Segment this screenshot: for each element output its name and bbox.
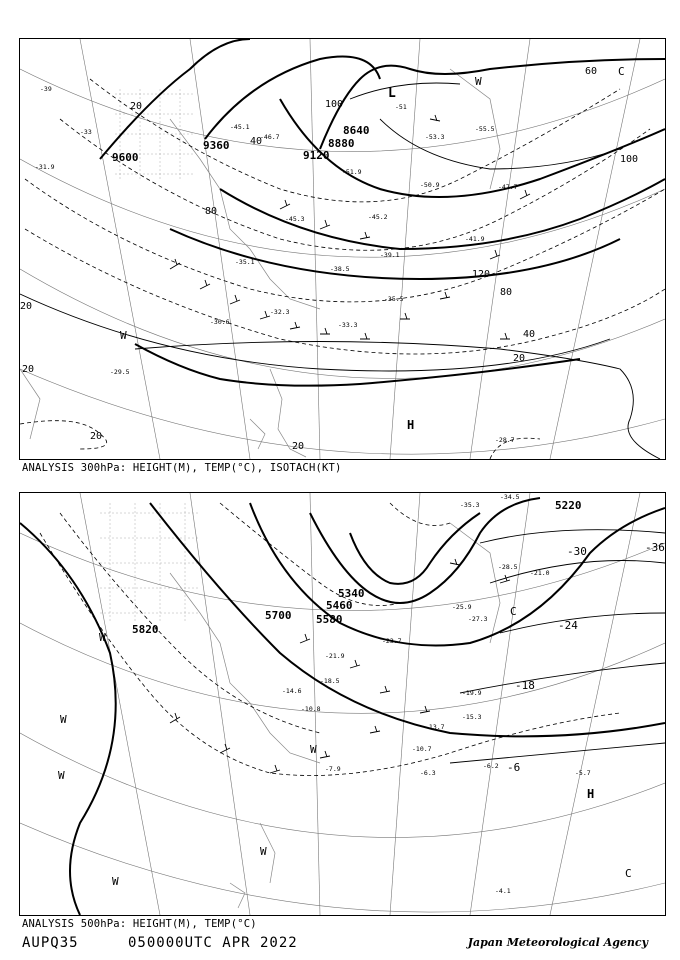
center-high: H xyxy=(587,787,595,801)
isotach-label: 40 xyxy=(250,136,263,147)
map-500hpa-canvas xyxy=(20,493,665,915)
isotach-label: 60 xyxy=(585,66,598,77)
temp-plot: -39 xyxy=(40,85,52,93)
grid-hatch xyxy=(100,503,200,623)
isotherm-label: -18 xyxy=(515,679,535,692)
center-high: H xyxy=(407,418,415,432)
grid-hatch xyxy=(115,89,195,179)
temp-plot: -6.2 xyxy=(483,762,499,770)
temp-plot: -27.3 xyxy=(468,615,488,623)
isotach-label: 80 xyxy=(205,206,218,217)
isotherm-label: -30 xyxy=(567,545,587,558)
center-w: W xyxy=(260,845,267,858)
center-w: W xyxy=(112,875,119,888)
temp-plot: -7.9 xyxy=(325,765,341,773)
center-c: C xyxy=(625,867,632,880)
center-w: W xyxy=(60,713,67,726)
temp-plot: -5.7 xyxy=(575,769,591,777)
isotherm-label: -6 xyxy=(507,761,521,774)
isotach-label: 20 xyxy=(22,364,35,375)
temp-plot: -21.0 xyxy=(530,569,550,577)
height-label-5340: 5340 xyxy=(338,587,365,600)
height-label-5700: 5700 xyxy=(265,609,292,622)
center-w: W xyxy=(58,769,65,782)
temp-plot: -6.3 xyxy=(420,769,436,777)
height-contours xyxy=(20,498,665,915)
isotach-label: 20 xyxy=(292,441,305,452)
temp-plot: -23.7 xyxy=(382,637,402,645)
temp-plot: -50.9 xyxy=(420,181,440,189)
center-c: C xyxy=(618,65,625,78)
temp-plot: -25.9 xyxy=(452,603,472,611)
isotherm-label: -36 xyxy=(645,541,665,554)
height-label-5580: 5580 xyxy=(316,613,343,626)
temp-plot: -13.7 xyxy=(425,723,445,731)
valid-time: 050000UTC APR 2022 xyxy=(128,935,298,951)
temp-plot: -21.9 xyxy=(325,652,345,660)
isotach-label: 100 xyxy=(325,99,344,110)
temp-plot: -31.9 xyxy=(35,163,55,171)
temp-plot: -45.2 xyxy=(368,213,388,221)
caption-500hpa: ANALYSIS 500hPa: HEIGHT(M), TEMP(°C) xyxy=(22,918,257,930)
coastlines xyxy=(170,523,500,908)
temp-plot: -10.8 xyxy=(301,705,321,713)
temp-plot: -46.7 xyxy=(260,133,280,141)
temp-plot: -34.5 xyxy=(500,493,520,501)
product-id: AUPQ35 xyxy=(22,935,79,951)
temp-plot: -29.5 xyxy=(110,368,130,376)
height-label-8880: 8880 xyxy=(328,137,355,150)
caption-300hpa: ANALYSIS 300hPa: HEIGHT(M), TEMP(°C), ISOTACH(KT) xyxy=(22,462,342,474)
temp-plot: -51 xyxy=(395,103,407,111)
temp-plot: -14.6 xyxy=(282,687,302,695)
isotach-label: 20 xyxy=(513,353,526,364)
temp-plot: -55.5 xyxy=(475,125,495,133)
center-w: W xyxy=(120,329,127,342)
height-label-9360: 9360 xyxy=(203,139,230,152)
temp-plot: -4.1 xyxy=(495,887,511,895)
height-label-5820: 5820 xyxy=(132,623,159,636)
height-label-5460: 5460 xyxy=(326,599,353,612)
height-label-8640: 8640 xyxy=(343,124,370,137)
temp-plot: -35.5 xyxy=(384,295,404,303)
temp-plot: -45.1 xyxy=(230,123,250,131)
map-300hpa-canvas xyxy=(20,39,665,459)
height-label-9600: 9600 xyxy=(112,151,139,164)
temp-plot: -19.9 xyxy=(462,689,482,697)
isotach-label: 20 xyxy=(20,301,33,312)
temp-plot: -51.9 xyxy=(342,168,362,176)
temp-plot: -41.9 xyxy=(465,235,485,243)
temp-plot: -32.3 xyxy=(270,308,290,316)
center-low: L xyxy=(388,86,396,101)
temp-plot: -18.5 xyxy=(320,677,340,685)
isotach-label: 80 xyxy=(500,287,513,298)
isotherm-label: -24 xyxy=(558,619,578,632)
temp-plot: -38.5 xyxy=(330,265,350,273)
isotach-label: 20 xyxy=(90,431,103,442)
temp-plot: -45.3 xyxy=(285,215,305,223)
isotach-label: 100 xyxy=(620,154,639,165)
temp-plot: -39.1 xyxy=(380,251,400,259)
temp-plot: -30.6 xyxy=(210,318,230,326)
temp-plot: -28.7 xyxy=(495,436,515,444)
temp-plot: -10.7 xyxy=(412,745,432,753)
agency-name: Japan Meteorological Agency xyxy=(467,936,648,949)
map-500hpa xyxy=(19,492,666,916)
isotach-label: 40 xyxy=(523,329,536,340)
temp-plot: -47.7 xyxy=(498,183,518,191)
center-w: W xyxy=(310,743,317,756)
temp-plot: -28.5 xyxy=(498,563,518,571)
center-w: W xyxy=(99,631,106,644)
temp-plot: -35.3 xyxy=(460,501,480,509)
height-label-9120: 9120 xyxy=(303,149,330,162)
height-label-5220: 5220 xyxy=(555,499,582,512)
temp-plot: -35.1 xyxy=(235,258,255,266)
map-300hpa xyxy=(19,38,666,460)
temp-plot: -33 xyxy=(80,128,92,136)
isotach-label: 120 xyxy=(472,269,491,280)
isotach-label: 20 xyxy=(130,101,143,112)
coastlines xyxy=(20,69,500,457)
temp-plot: -15.3 xyxy=(462,713,482,721)
center-c: C xyxy=(510,605,517,618)
temp-plot: -33.3 xyxy=(338,321,358,329)
center-w: W xyxy=(475,75,482,88)
isotherms xyxy=(40,503,620,776)
temp-plot: -53.3 xyxy=(425,133,445,141)
